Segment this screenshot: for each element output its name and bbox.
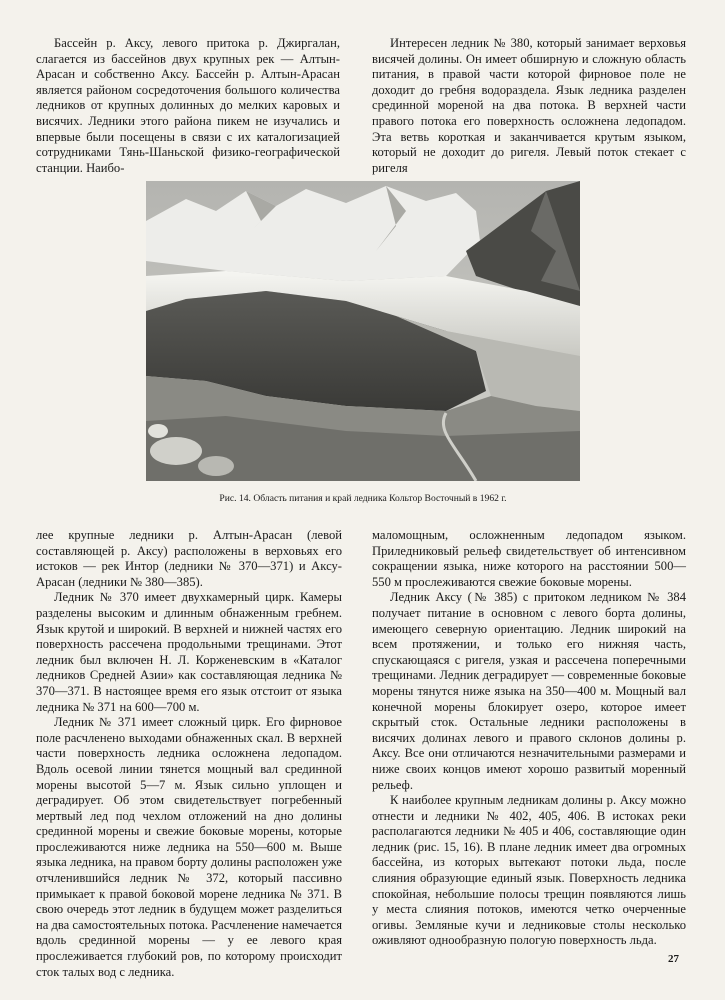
paragraph: К наиболее крупным ледникам долины р. Аксу можно отнести и ледники № 402, 405, 406. В истоках реки располагаются ледники № 405 и 406, составляющие один ледник (рис. 15, 16). В плане ледник имеет два огромных бассейна, из которых вытекают потоки льда, после слияния образующие единый язык. Поверхность ледника спокойная, небольшие полосы трещин появляются лишь у места слияния потоков, имеются четко очерченные огивы. Земляные кучи и ледниковые столы несколько оживляют однообразную пологую поверхность льда. <box>372 793 686 948</box>
paragraph: Бассейн р. Аксу, левого притока р. Джиргалан, слагается из бассейнов двух крупных рек — Алтын-Арасан и собственно Аксу. Бассейн р. Алтын-Арасан является районом сосредоточения большого количества ледников от крупных долинных до мелких каровых и висячих. Ледники этого района пикем не изучались и впервые были посещены в связи с их каталогизацией сотрудниками Тянь-Шаньской физико-географической станции. Наибо- <box>36 36 340 175</box>
paragraph: Ледник № 370 имеет двухкамерный цирк. Камеры разделены высоким и длинным обнаженным гребнем. Язык крутой и широкий. В верхней и нижней частях его поверхность рассечена продольными трещинами. Этот ледник был включен Н. Л. Корженевским в «Каталог ледников Средней Азии» как составляющая ледника № 370—371. В настоящее время его язык отстоит от языка ледника № 371 на 600—700 м. <box>36 590 342 714</box>
bottom-right-column <box>372 528 686 949</box>
paragraph: лее крупные ледники р. Алтын-Арасан (левой составляющей р. Аксу) расположены в верховьях его истоков — рек Интор (ледники № 370—371) и Аксу-Арасан (ледники № 380—385). <box>36 528 342 589</box>
paragraph: Ледник Аксу (№ 385) с притоком ледником № 384 получает питание в основном с левого борта долины, имеющего северную ориентацию. Ледник широкий на всем протяжении, и только его нижняя часть, спускающаяся с ригеля, узкая и рассечена поперечными трещинами. Ледник деградирует — современные боковые морены тянутся ниже языка на 350—400 м. Мощный вал конечной морены блокирует озеро, которое имеет скрытый сток. Остальные ледники расположены в висячих долинах левого и правого склонов долины р. Аксу. Все они отличаются незначительными размерами и ниже своих концов имеют хорошо развитый моренный рельеф. <box>372 590 686 792</box>
top-right-column <box>372 36 686 176</box>
glacier-photo-illustration <box>146 181 580 481</box>
top-left-column <box>36 36 340 176</box>
glacier-photo <box>146 181 580 481</box>
figure-caption: Рис. 14. Область питания и край ледника Кольтор Восточный в 1962 г. <box>219 493 507 504</box>
paragraph: маломощным, осложненным ледопадом языком. Приледниковый рельеф свидетельствует об интенсивном сокращении языка, ниже которого на расстоянии 500—550 м прослеживаются свежие боковые морены. <box>372 528 686 589</box>
paragraph: Ледник № 371 имеет сложный цирк. Его фирновое поле расчленено выходами обнаженных скал. В верхней части поверхность ледника осложнена ледопадом. Вдоль осевой линии тянется мощный вал срединной морены высотой 5—7 м. Язык сильно уплощен и деградирует. Об этом свидетельствует погребенный мертвый лед под чехлом отложений на дно долины срединной морены и свежие боковые морены, которые прослеживаются ниже ледника на 550—600 м. Выше языка ледника, на правом борту долины расположен уже отчленившийся ледник № 372, который пассивно примыкает к правой боковой морене ледника № 371. В свою очередь этот ледник в будущем может разделиться на два самостоятельных потока. Расчленение намечается вдоль срединной морены — у ее левого края прослеживается глубокий ров, по которому происходит сток талых вод с ледника. <box>36 715 342 979</box>
page-number: 27 <box>668 953 679 965</box>
paragraph: Интересен ледник № 380, который занимает верховья висячей долины. Он имеет обширную и сложную область питания, в правой части которой фирновое поле не доходит до гребня водораздела. Язык ледника разделен срединной мореной на два потока. В верхней части правого потока его поверхность осложнена ледопадом. Эта ветвь короткая и заканчивается крутым языком, который не доходит до ригеля. Левый поток стекает с ригеля <box>372 36 686 175</box>
bottom-left-column <box>36 528 342 980</box>
